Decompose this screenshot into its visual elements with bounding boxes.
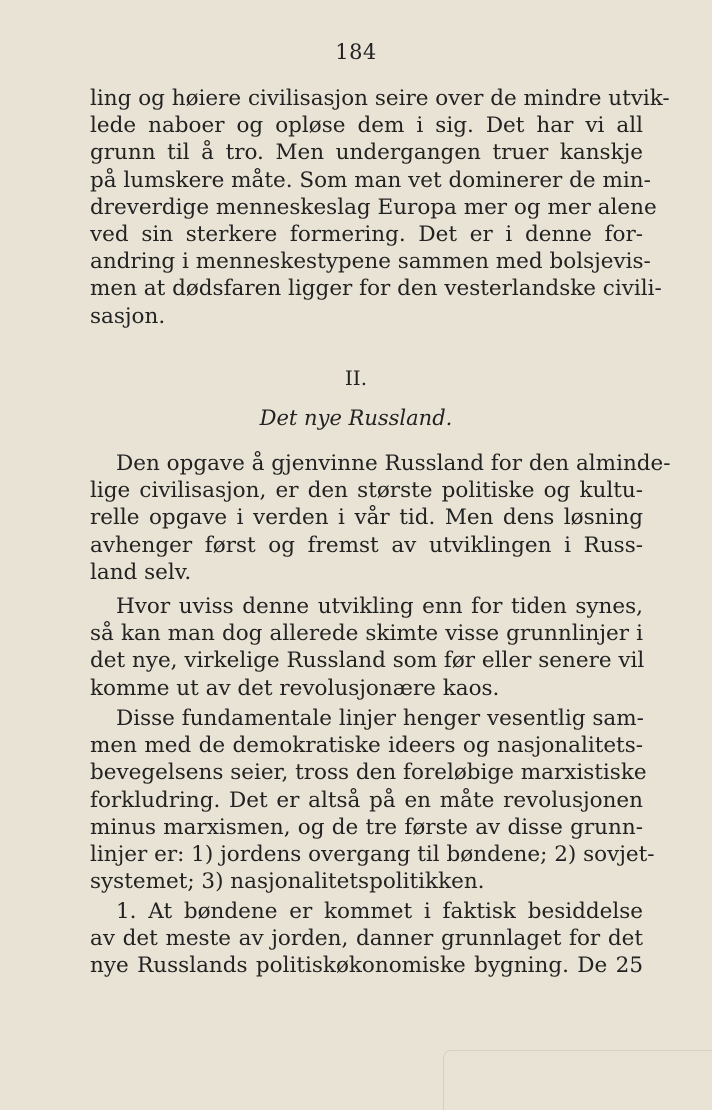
text-line: men med de demokratiske ideers og nasjonalitets-: [90, 733, 643, 759]
page-number: 184: [335, 40, 377, 64]
text-line: avhenger først og fremst av utviklingen i Russ-: [90, 532, 643, 558]
paragraph-4: [90, 705, 655, 895]
text-line: land selv.: [90, 559, 192, 585]
text-line: grunn til å tro. Men undergangen truer kanskje: [90, 140, 643, 166]
text-line: Hvor uviss denne utvikling enn for tiden synes,: [116, 594, 643, 619]
paragraph-2: [90, 450, 671, 586]
text-line: sasjon.: [90, 303, 166, 329]
text-line: systemet; 3) nasjonalitetspolitikken.: [90, 869, 485, 895]
text-line: ved sin sterkere formering. Det er i denne for-: [90, 221, 643, 247]
text-line: komme ut av det revolusjonære kaos.: [90, 675, 500, 701]
text-line: linjer er: 1) jordens overgang til bøndene; 2) sovjet-: [90, 841, 655, 867]
page-edge-mark: [443, 1050, 712, 1110]
text-line: det nye, virkelige Russland som før eller senere vil: [90, 648, 645, 674]
text-line: på lumskere måte. Som man vet dominerer de min-: [90, 167, 651, 193]
text-line: men at dødsfaren ligger for den vesterlandske civili-: [90, 276, 662, 302]
text-line: ling og høiere civilisasjon seire over de mindre utvik-: [90, 86, 670, 111]
section-numeral: II.: [344, 366, 368, 390]
paragraph-1: [90, 85, 670, 330]
text-line: av det meste av jorden, danner grunnlaget for det: [90, 926, 643, 952]
text-line: lede naboer og opløse dem i sig. Det har vi all: [90, 113, 643, 139]
text-line: lige civilisasjon, er den største politiske og kultu-: [90, 478, 643, 504]
paragraph-3: [90, 593, 643, 702]
text-line: 1. At bøndene er kommet i faktisk besiddelse: [116, 899, 643, 924]
text-line: dreverdige menneskeslag Europa mer og mer alene: [90, 194, 657, 220]
paragraph-5: [90, 898, 643, 980]
section-title: Det nye Russland.: [259, 406, 453, 430]
text-line: så kan man dog allerede skimte visse grunnlinjer i: [90, 621, 643, 647]
text-line: nye Russlands politiskøkonomiske bygning. De 25: [90, 953, 643, 979]
text-line: Disse fundamentale linjer henger vesentlig sam-: [116, 706, 644, 731]
text-line: Den opgave å gjenvinne Russland for den alminde-: [116, 451, 671, 476]
text-line: relle opgave i verden i vår tid. Men dens løsning: [90, 505, 643, 531]
text-line: bevegelsens seier, tross den foreløbige marxistiske: [90, 760, 647, 786]
text-line: minus marxismen, og de tre første av disse grunn-: [90, 814, 643, 840]
text-line: forkludring. Det er altså på en måte revolusjonen: [90, 787, 643, 813]
text-line: andring i menneskestypene sammen med bolsjevis-: [90, 249, 651, 275]
